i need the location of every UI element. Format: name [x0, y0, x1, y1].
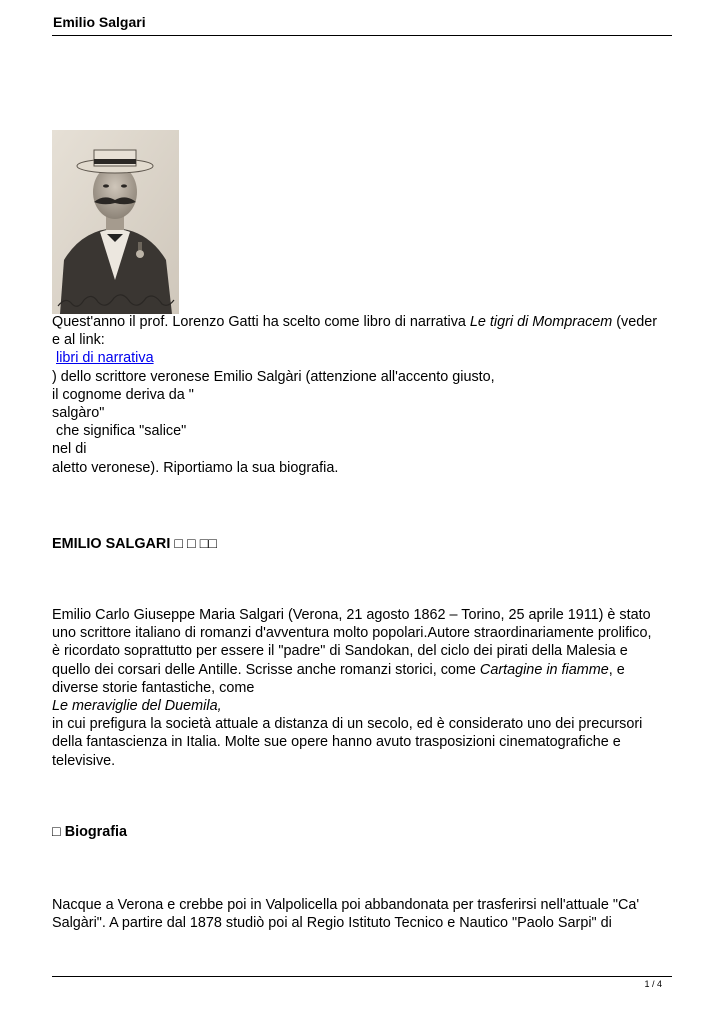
section-heading-emilio-salgari: EMILIO SALGARI □ □ □□: [52, 536, 218, 552]
intro-text: (veder: [612, 314, 658, 330]
para1-line-2: uno scrittore italiano di romanzi d'avventura molto popolari.Autore straordinariamente prolifico,: [52, 625, 652, 642]
book-title: Le meraviglie del Duemila,: [52, 698, 222, 715]
intro-paragraph: [52, 313, 677, 477]
para1-line-4: [52, 661, 677, 679]
libri-di-narrativa-link[interactable]: libri di narrativa: [56, 350, 154, 367]
intro-line-6: salgàro": [52, 405, 105, 422]
book-title: Le tigri di Mompracem: [469, 314, 613, 330]
intro-line-4: ) dello scrittore veronese Emilio Salgàri (attenzione all'accento giusto,: [52, 368, 495, 385]
para1-line-5: diverse storie fantastiche, come: [52, 679, 255, 696]
biography-paragraph: [52, 896, 677, 932]
intro-line-5: il cognome deriva da ": [52, 386, 194, 403]
footer-divider: [52, 976, 672, 977]
para1-line-9: televisive.: [52, 752, 116, 769]
para1-text: , e: [608, 661, 625, 678]
portrait-image: [52, 130, 179, 314]
intro-line-2: e al link:: [52, 332, 105, 349]
intro-line-9: aletto veronese). Riportiamo la sua biografia.: [52, 459, 339, 476]
para1-line-3: è ricordato soprattutto per essere il "padre" di Sandokan, del ciclo dei pirati della Malesia e: [52, 643, 628, 660]
book-title: Cartagine in fiamme: [479, 661, 609, 678]
intro-line-8: nel di: [52, 441, 87, 458]
para2-line-2: Salgàri". A partire dal 1878 studiò poi al Regio Istituto Tecnico e Nautico "Paolo Sarpi" di: [52, 915, 612, 932]
para1-text: quello dei corsari delle Antille. Scrisse anche romanzi storici, come: [52, 661, 480, 678]
intro-text: Quest'anno il prof. Lorenzo Gatti ha scelto come libro di narrativa: [52, 314, 470, 330]
page-number: 1 / 4: [644, 979, 662, 989]
biography-summary-paragraph: [52, 606, 677, 770]
intro-line-7: che significa "salice": [52, 423, 187, 440]
para1-line-8: della fantascienza in Italia. Molte sue opere hanno avuto trasposizioni cinematografiche e: [52, 734, 621, 751]
para1-line-6: [52, 697, 677, 715]
intro-line-3: [52, 349, 677, 367]
header-divider: [52, 35, 672, 36]
author-portrait-photo: [52, 130, 179, 314]
para1-line-7: in cui prefigura la società attuale a distanza di un secolo, ed è considerato uno dei precursori: [52, 716, 643, 733]
intro-line-1: [52, 313, 677, 331]
section-heading-biografia: □ Biografia: [52, 824, 128, 840]
para1-line-1: Emilio Carlo Giuseppe Maria Salgari (Verona, 21 agosto 1862 – Torino, 25 aprile 1911) è stato: [52, 607, 651, 623]
para2-line-1: Nacque a Verona e crebbe poi in Valpolicella poi abbandonata per trasferirsi nell'attuale "Ca': [52, 897, 640, 913]
page-header-title: Emilio Salgari: [53, 14, 146, 30]
